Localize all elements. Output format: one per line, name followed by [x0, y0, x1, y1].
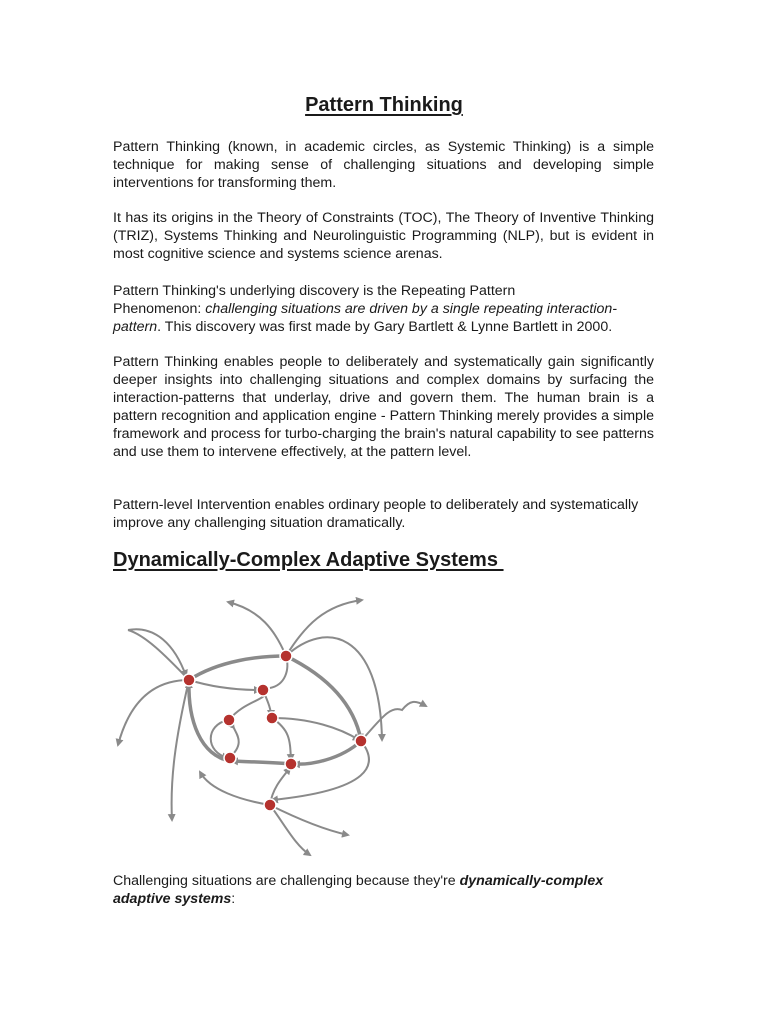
edge	[128, 630, 189, 680]
intervention-paragraph: Pattern-level Intervention enables ordinary people to deliberately and systematically improve any challenging situation dramatically.	[113, 497, 639, 531]
closing-paragraph	[113, 872, 654, 908]
edge	[272, 741, 369, 800]
diagram-node	[280, 650, 292, 662]
diagram-node	[257, 684, 269, 696]
diagram-node	[224, 752, 236, 764]
section-heading: Dynamically-Complex Adaptive Systems	[113, 549, 504, 571]
closing-emphasis: dynamically-complex adaptive systems	[113, 873, 604, 907]
diagram-node	[264, 799, 276, 811]
edge	[270, 805, 310, 855]
edge	[232, 761, 291, 764]
closing-text: Challenging situations are challenging because they're	[113, 873, 460, 889]
diagram-node	[183, 674, 195, 686]
diagram-node	[285, 758, 297, 770]
edge	[172, 680, 189, 820]
discovery-tail: . This discovery was first made by Gary Bartlett & Lynne Bartlett in 2000.	[157, 319, 613, 335]
closing-end: :	[231, 891, 236, 907]
edge	[361, 702, 426, 741]
edge	[189, 656, 286, 680]
origins-paragraph: It has its origins in the Theory of Constraints (TOC), The Theory of Inventive Thinking (TRIZ), Systems Thinking and Neurolinguistic Programming (NLP), but is evident in most cognitive science and systems science arenas.	[113, 210, 654, 262]
intro-paragraph: Pattern Thinking (known, in academic circles, as Systemic Thinking) is a simple technique for making sense of challenging situations and developing simple interventions for transforming them.	[113, 139, 654, 191]
discovery-lead-line2: Phenomenon:	[113, 301, 206, 317]
diagram-node	[223, 714, 235, 726]
benefits-paragraph: Pattern Thinking enables people to deliberately and systematically gain significantly deeper insights into challenging situations and complex domains by surfacing the interaction-patterns that underlay, drive and govern them. The human brain is a pattern recognition and application engine - Pattern Thinking merely provides a simple framework and process for turbo-charging the brain's natural capability to see patterns and use them to intervene effectively, at the pattern level.	[113, 354, 654, 460]
edge	[228, 602, 286, 656]
edge	[272, 718, 291, 760]
diagram-node	[266, 712, 278, 724]
discovery-lead-line1: Pattern Thinking's underlying discovery is the Repeating Pattern	[113, 283, 516, 299]
edge	[189, 680, 260, 690]
edge	[294, 741, 361, 764]
diagram-node	[355, 735, 367, 747]
edge	[200, 772, 270, 805]
discovery-paragraph	[113, 282, 654, 336]
diagram-edges	[118, 600, 426, 855]
edge	[286, 656, 361, 740]
page-title: Pattern Thinking	[305, 94, 463, 116]
dynamic-system-diagram	[110, 590, 440, 860]
discovery-emphasis: challenging situations are driven by a single repeating interaction-pattern	[113, 301, 617, 335]
